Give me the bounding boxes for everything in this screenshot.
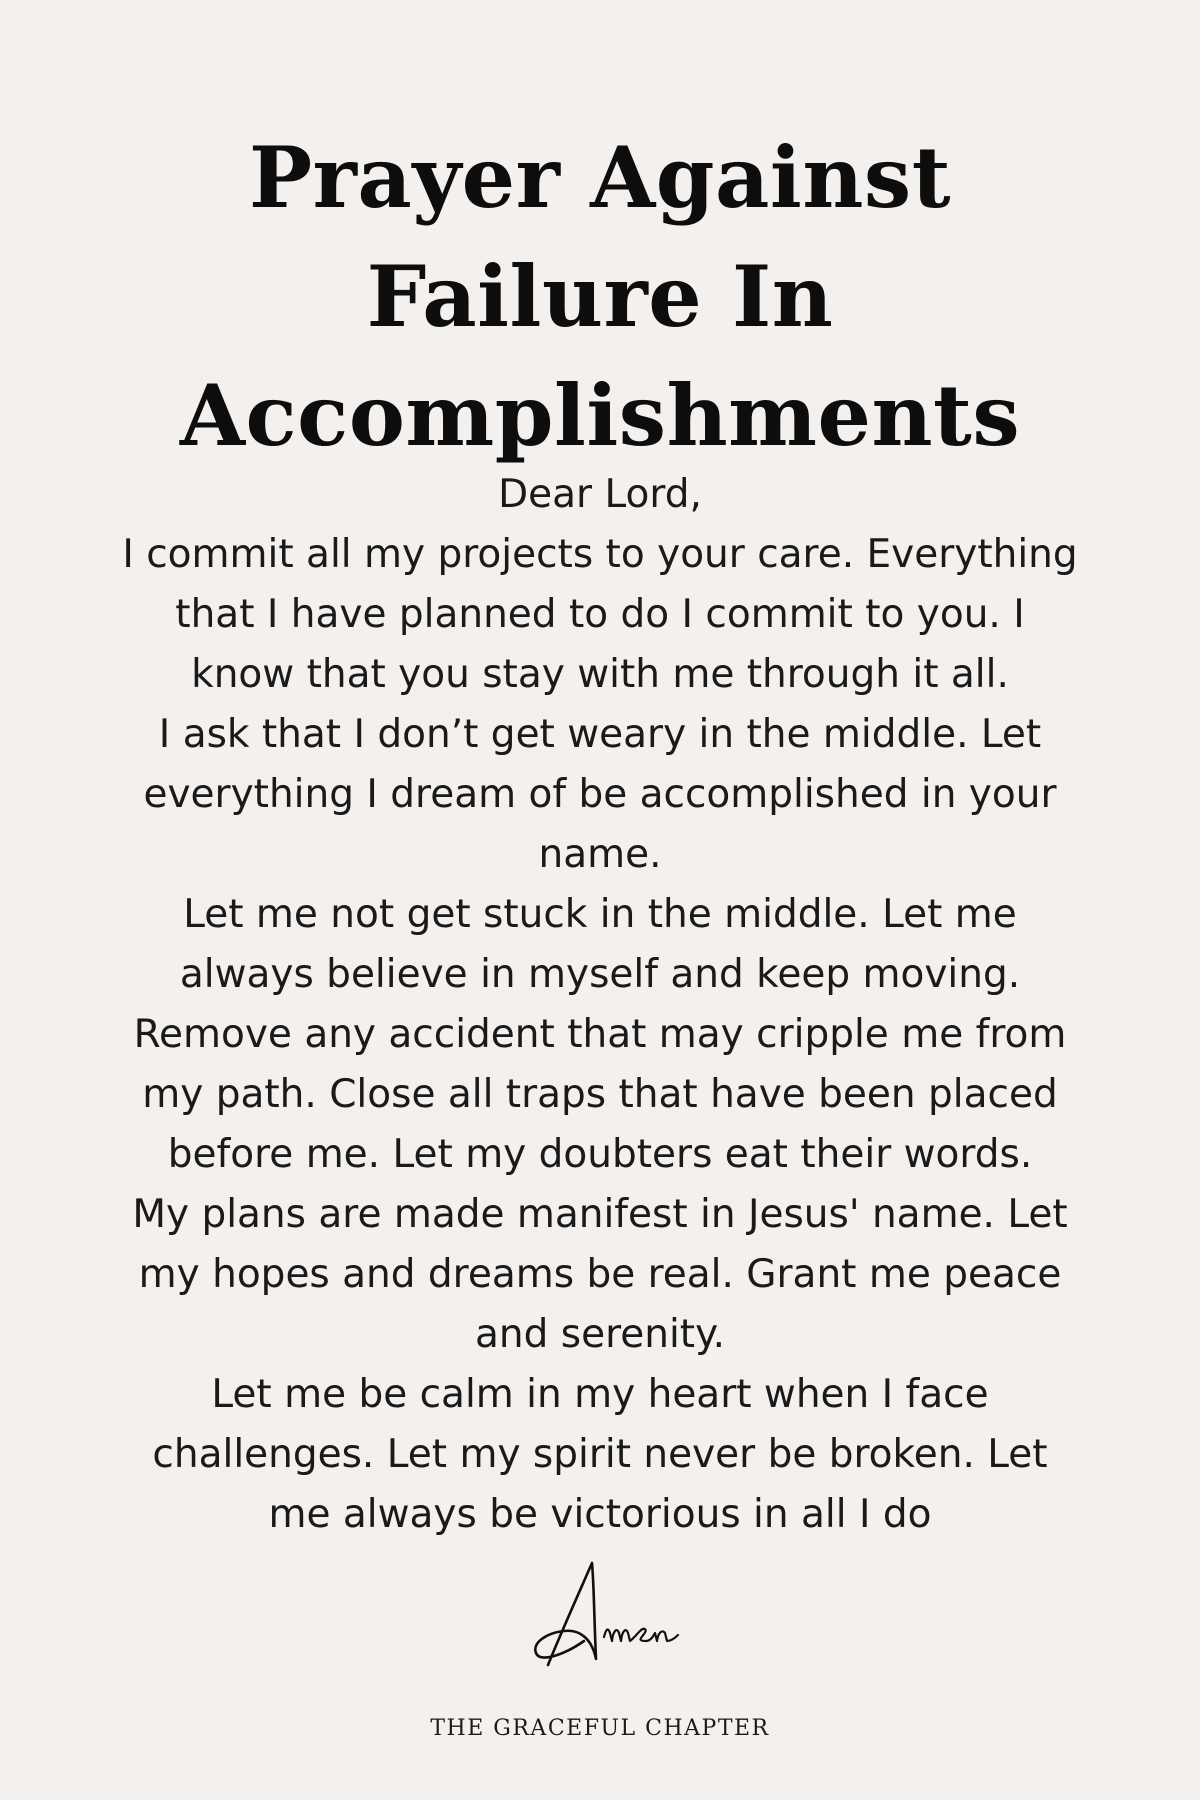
prayer-line: name. [538,832,662,877]
title-line-1: Prayer Against [248,128,951,227]
amen-men-stroke [604,1629,678,1641]
prayer-text [100,465,1100,1545]
prayer-line: I commit all my projects to your care. Everything [122,532,1078,577]
amen-signature [520,1555,720,1685]
title-line-3: Accomplishments [179,366,1021,465]
page-title [100,118,1100,475]
prayer-line: that I have planned to do I commit to you. I [175,592,1025,637]
prayer-line: my path. Close all traps that have been placed [142,1072,1058,1117]
prayer-line: my hopes and dreams be real. Grant me peace [138,1252,1062,1297]
prayer-line: Dear Lord, [498,472,702,517]
prayer-line: Let me be calm in my heart when I face [211,1372,989,1417]
prayer-line: everything I dream of be accomplished in your [143,772,1057,817]
prayer-line: I ask that I don’t get weary in the middle. Let [158,712,1042,757]
prayer-line: and serenity. [474,1312,725,1357]
prayer-line: always believe in myself and keep moving. [179,952,1021,997]
prayer-line: My plans are made manifest in Jesus' name. Let [132,1192,1068,1237]
prayer-line: before me. Let my doubters eat their words. [167,1132,1033,1177]
title-line-2: Failure In [366,247,834,346]
prayer-line: challenges. Let my spirit never be broken. Let [152,1432,1048,1477]
prayer-line: me always be victorious in all I do [268,1492,932,1537]
prayer-line: Let me not get stuck in the middle. Let me [183,892,1017,937]
prayer-line: know that you stay with me through it all. [191,652,1009,697]
amen-a-stroke [535,1563,596,1665]
brand-footer: THE GRACEFUL CHAPTER [430,1716,770,1741]
prayer-line: Remove any accident that may cripple me from [133,1012,1067,1057]
